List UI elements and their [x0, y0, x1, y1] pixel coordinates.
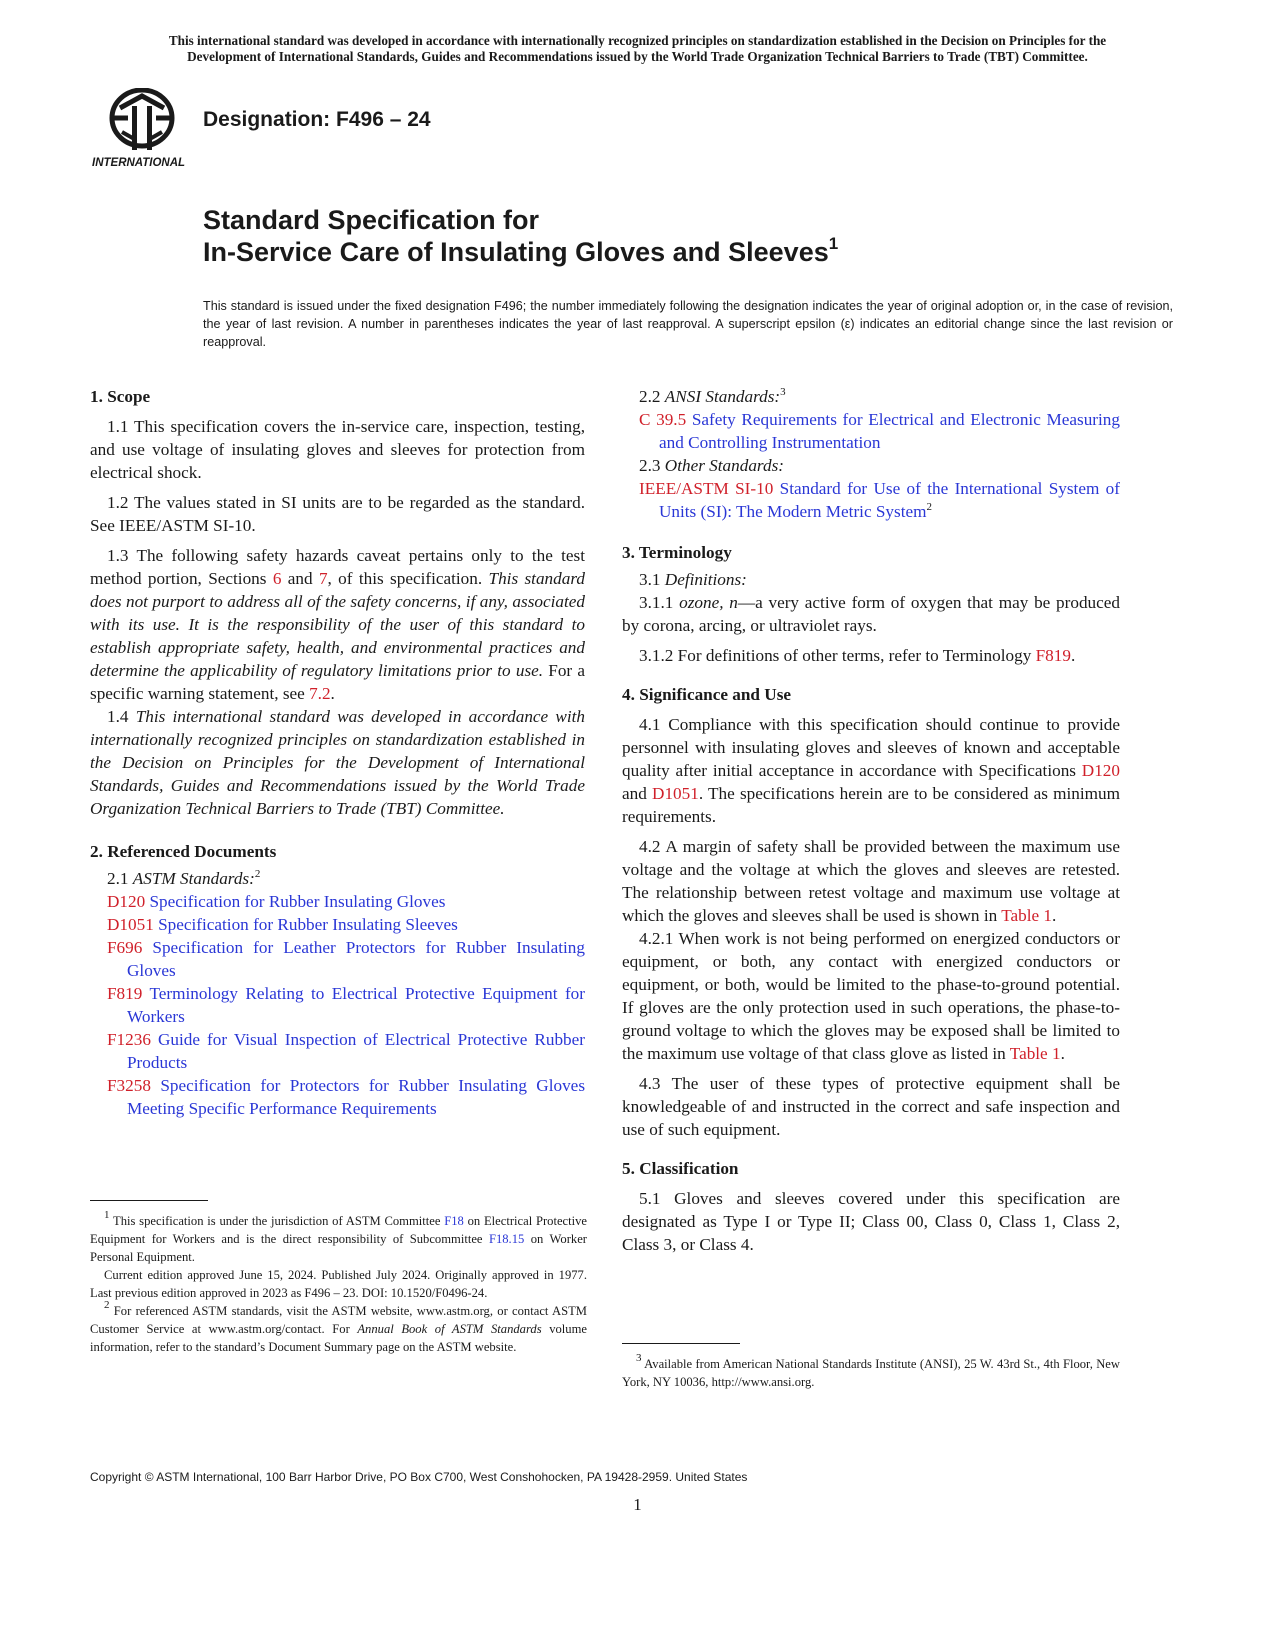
- reference-footnote-mark: 2: [926, 501, 932, 513]
- link-committee-f18[interactable]: F18: [444, 1214, 464, 1228]
- reference-code-link[interactable]: F696: [107, 938, 143, 957]
- subheading-other-standards: 2.3 Other Standards:: [639, 456, 784, 475]
- page-number: 1: [633, 1495, 642, 1514]
- reference-code-link[interactable]: IEEE/ASTM SI-10: [639, 479, 774, 498]
- designation: Designation: F496 – 24: [203, 108, 431, 131]
- footnotes-right: [622, 1352, 1120, 1391]
- trade-notice-line1: This international standard was developed in accordance with internationally recognized principles on standardization established in the Decision on Principles for the: [168, 33, 1107, 48]
- other-reference-list: [622, 477, 1120, 523]
- astm-logo-icon: [92, 88, 192, 174]
- paragraph-5-1: 5.1 Gloves and sleeves covered under this specification are designated as Type I or Type II; Class 00, Class 0, Class 1, Class 2, Class 3, or Class 4.: [622, 1189, 1120, 1254]
- document-title: [203, 204, 838, 268]
- reference-item: [90, 982, 585, 1028]
- reference-title-link[interactable]: Terminology Relating to Electrical Protective Equipment for Workers: [127, 984, 585, 1026]
- paragraph-4-2-1: 4.2.1 When work is not being performed on energized conductors or equipment, or both, any contact with energized conductors or equipment, or both, would be limited to the phase-to-ground potential. If gloves are the only protection used in such operations, the phase-to-ground voltage to which the gloves may be exposed shall be limited to the maximum use voltage of that class glove as listed in Table 1.: [622, 929, 1120, 1063]
- reference-title-link[interactable]: Specification for Rubber Insulating Gloves: [149, 892, 446, 911]
- astm-reference-list: [90, 890, 585, 1120]
- link-f819[interactable]: F819: [1035, 646, 1071, 665]
- link-subcommittee-f18-15[interactable]: F18.15: [488, 1232, 525, 1246]
- subheading-astm-standards: 2.1 ASTM Standards:$^2$: [107, 868, 261, 888]
- reference-title-link[interactable]: Safety Requirements for Electrical and Electronic Measuring and Controlling Instrumentation: [659, 410, 1120, 452]
- reference-item: [622, 477, 1120, 523]
- reference-item: [90, 936, 585, 982]
- paragraph-1-4: 1.4 This international standard was developed in accordance with internationally recognized principles on standardization established in the Decision on Principles for the Development of International Standards, Guides and Recommendations issued by the World Trade Organization Technical Barriers to Trade (TBT) Committee.: [90, 707, 585, 818]
- paragraph-4-1: 4.1 Compliance with this specification should continue to provide personnel with insulating gloves and sleeves of known and acceptable quality after initial acceptance in accordance with Specifications D120 and D1051. The specifications herein are to be considered as minimum requirements.: [622, 715, 1120, 826]
- ansi-reference-list: [622, 408, 1120, 454]
- footnote-3: $^3$ Available from American National Standards Institute (ANSI), 25 W. 43rd St., 4th Floor, New York, NY 10036, http://www.ansi.org.: [622, 1352, 1120, 1389]
- paragraph-3-1: 3.1 Definitions:: [639, 570, 747, 589]
- paragraph-3-1-2: 3.1.2 For definitions of other terms, refer to Terminology F819.: [639, 646, 1076, 665]
- paragraph-1-1: 1.1 This specification covers the in-service care, inspection, testing, and use voltage of insulating gloves and sleeves for protection from electrical shock.: [90, 417, 585, 482]
- reference-code-link[interactable]: D1051: [107, 915, 154, 934]
- reference-code-link[interactable]: C 39.5: [639, 410, 687, 429]
- reference-code-link[interactable]: D120: [107, 892, 146, 911]
- left-column: [90, 385, 585, 1120]
- reference-title-link[interactable]: Specification for Protectors for Rubber Insulating Gloves Meeting Specific Performance Requirements: [127, 1076, 586, 1118]
- reference-code-link[interactable]: F819: [107, 984, 143, 1003]
- section-heading-significance: 4. Significance and Use: [622, 685, 792, 704]
- link-table-1-b[interactable]: Table 1: [1009, 1044, 1061, 1063]
- reference-code-link[interactable]: F1236: [107, 1030, 151, 1049]
- paragraph-4-2: 4.2 A margin of safety shall be provided between the maximum use voltage and the voltage at which the gloves and sleeves are retested. The relationship between retest voltage and maximum use voltage at which the gloves and sleeves shall be used is shown in Table 1.: [622, 837, 1120, 925]
- reference-item: [90, 890, 585, 913]
- link-table-1[interactable]: Table 1: [1001, 906, 1053, 925]
- title-line1: Standard Specification for: [203, 205, 540, 235]
- right-column: [622, 385, 1120, 1256]
- title-footnote-mark: 1: [828, 234, 839, 253]
- footnote-1: $^1$ This specification is under the jurisdiction of ASTM Committee F18 on Electrical Protective Equipment for Workers and is the direct responsibility of Subcommittee F18.15 on Worker Personal Equipment.: [90, 1209, 588, 1264]
- reference-title-link[interactable]: Standard for Use of the International System of Units (SI): The Modern Metric System: [659, 479, 1120, 521]
- reference-item: [90, 1074, 585, 1120]
- footnote-rule-right: [622, 1343, 740, 1344]
- title-line2: In-Service Care of Insulating Gloves and Sleeves: [203, 237, 829, 267]
- trade-notice: [90, 33, 1185, 65]
- trade-notice-line2: Development of International Standards, Guides and Recommendations issued by the World Trade Organization Technical Barriers to Trade (TBT) Committee.: [187, 49, 1088, 64]
- reference-title-link[interactable]: Specification for Rubber Insulating Sleeves: [158, 915, 458, 934]
- reference-title-link[interactable]: Guide for Visual Inspection of Electrical Protective Rubber Products: [127, 1030, 586, 1072]
- logo-text: INTERNATIONAL: [92, 157, 186, 169]
- link-section-7-2[interactable]: 7.2: [309, 684, 331, 703]
- link-section-6[interactable]: 6: [272, 569, 282, 588]
- footnote-rule-left: [90, 1200, 208, 1201]
- section-heading-classification: 5. Classification: [622, 1159, 739, 1178]
- footnote-2: $^2$ For referenced ASTM standards, visit the ASTM website, www.astm.org, or contact ASTM Customer Service at www.astm.org/contact. For Annual Book of ASTM Standards volume information, refer to the standard’s Document Summary page on the ASTM website.: [90, 1299, 587, 1354]
- paragraph-1-2: 1.2 The values stated in SI units are to be regarded as the standard. See IEEE/ASTM SI-10.: [90, 493, 585, 535]
- reference-code-link[interactable]: F3258: [107, 1076, 151, 1095]
- copyright-line: Copyright © ASTM International, 100 Barr Harbor Drive, PO Box C700, West Conshohocken, PA 19428-2959. United States: [90, 1470, 748, 1484]
- section-heading-referenced-documents: 2. Referenced Documents: [90, 842, 277, 861]
- section-heading-scope: 1. Scope: [90, 387, 151, 406]
- footnote-1-edition: Current edition approved June 15, 2024. Published July 2024. Originally approved in 1977. Last previous edition approved in 2023 as F496 – 23. DOI: 10.1520/F0496-24.: [90, 1268, 587, 1300]
- issuance-statement: This standard is issued under the fixed designation F496; the number immediately following the designation indicates the year of original adoption or, in the case of revision, the year of last revision. A number in parentheses indicates the year of last reapproval. A superscript epsilon (ε) indicates an editorial change since the last revision or reapproval.: [203, 299, 1173, 349]
- reference-item: [90, 1028, 585, 1074]
- reference-item: [90, 913, 585, 936]
- astm-logo: [92, 88, 192, 174]
- reference-item: [622, 408, 1120, 454]
- link-d1051[interactable]: D1051: [652, 784, 699, 803]
- section-heading-terminology: 3. Terminology: [622, 543, 732, 562]
- link-section-7[interactable]: 7: [318, 569, 328, 588]
- paragraph-1-3: 1.3 The following safety hazards caveat pertains only to the test method portion, Sections 6 and 7, of this specification. This standard does not purport to address all of the safety concerns, if any, associated with its use. It is the responsibility of the user of this standard to establish appropriate safety, health, and environmental practices and determine the applicability of regulatory limitations prior to use. For a specific warning statement, see 7.2.: [90, 546, 585, 703]
- footnotes-left: [90, 1209, 588, 1356]
- subheading-ansi-standards: 2.2 ANSI Standards:$^3$: [639, 386, 786, 406]
- link-d120[interactable]: D120: [1081, 761, 1120, 780]
- paragraph-4-3: 4.3 The user of these types of protective equipment shall be knowledgeable of and instructed in the correct and safe inspection and use of such equipment.: [622, 1074, 1120, 1139]
- reference-title-link[interactable]: Specification for Leather Protectors for Rubber Insulating Gloves: [127, 938, 585, 980]
- paragraph-3-1-1: 3.1.1 ozone, n—a very active form of oxygen that may be produced by corona, arcing, or ultraviolet rays.: [622, 593, 1121, 635]
